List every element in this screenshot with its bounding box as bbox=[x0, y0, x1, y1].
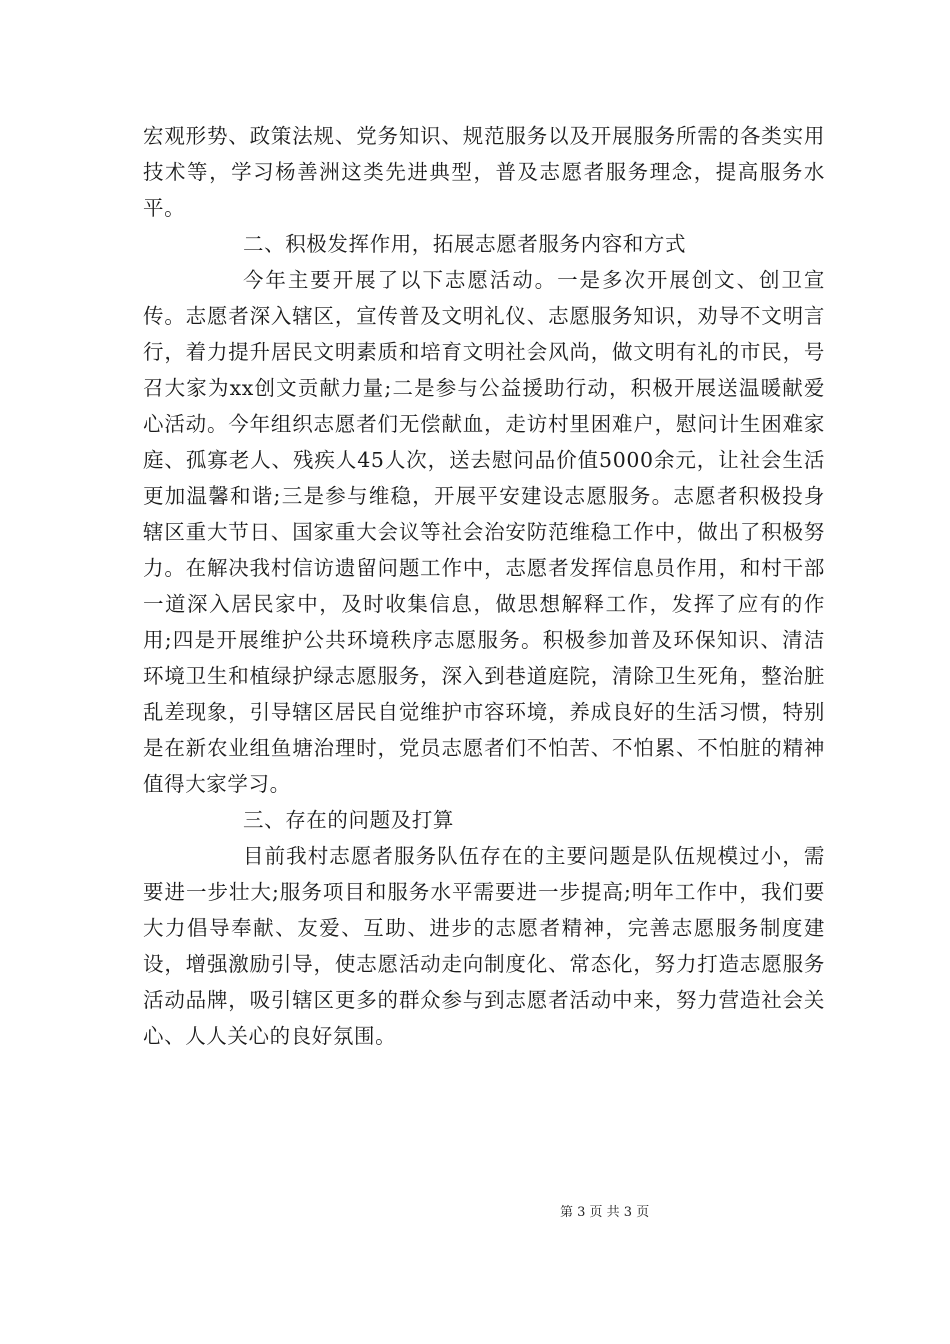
section-heading-two: 二、积极发挥作用，拓展志愿者服务内容和方式 bbox=[243, 232, 687, 256]
paragraph-problems-plans: 目前我村志愿者服务队伍存在的主要问题是队伍规模过小，需要进一步壮大;服务项目和服务水平需要进一步提高;明年工作中，我们要大力倡导奉献、友爱、互助、进步的志愿者精神，完善志愿服务制度建设，增强激励引导，使志愿活动走向制度化、常态化，努力打造志愿服务活动品牌，吸引辖区更多的群众参与到志愿者活动中来，努力营造社会关心、人人关心的良好氛围。 bbox=[143, 844, 825, 1048]
paragraph-activities: 今年主要开展了以下志愿活动。一是多次开展创文、创卫宣传。志愿者深入辖区，宣传普及文明礼仪、志愿服务知识，劝导不文明言行，着力提升居民文明素质和培育文明社会风尚，做文明有礼的市民，号召大家为xx创文贡献力量;二是参与公益援助行动，积极开展送温暖献爱心活动。今年组织志愿者们无偿献血，走访村里困难户，慰问计生困难家庭、孤寡老人、残疾人45人次，送去慰问品价值5000余元，让社会生活更加温馨和谐;三是参与维稳，开展平安建设志愿服务。志愿者积极投身辖区重大节日、国家重大会议等社会治安防范维稳工作中，做出了积极努力。在解决我村信访遗留问题工作中，志愿者发挥信息员作用，和村干部一道深入居民家中，及时收集信息，做思想解释工作，发挥了应有的作用;四是开展维护公共环境秩序志愿服务。积极参加普及环保知识、清洁环境卫生和植绿护绿志愿服务，深入到巷道庭院，清除卫生死角，整治脏乱差现象，引导辖区居民自觉维护市容环境，养成良好的生活习惯，特别是在新农业组鱼塘治理时，党员志愿者们不怕苦、不怕累、不怕脏的精神值得大家学习。 bbox=[143, 268, 825, 796]
section-heading-three: 三、存在的问题及打算 bbox=[243, 808, 454, 832]
paragraph-continuation: 宏观形势、政策法规、党务知识、规范服务以及开展服务所需的各类实用技术等，学习杨善洲这类先进典型，普及志愿者服务理念，提高服务水平。 bbox=[143, 124, 825, 220]
page-number: 第 3 页 共 3 页 bbox=[560, 1205, 650, 1220]
document-body bbox=[143, 118, 825, 1054]
